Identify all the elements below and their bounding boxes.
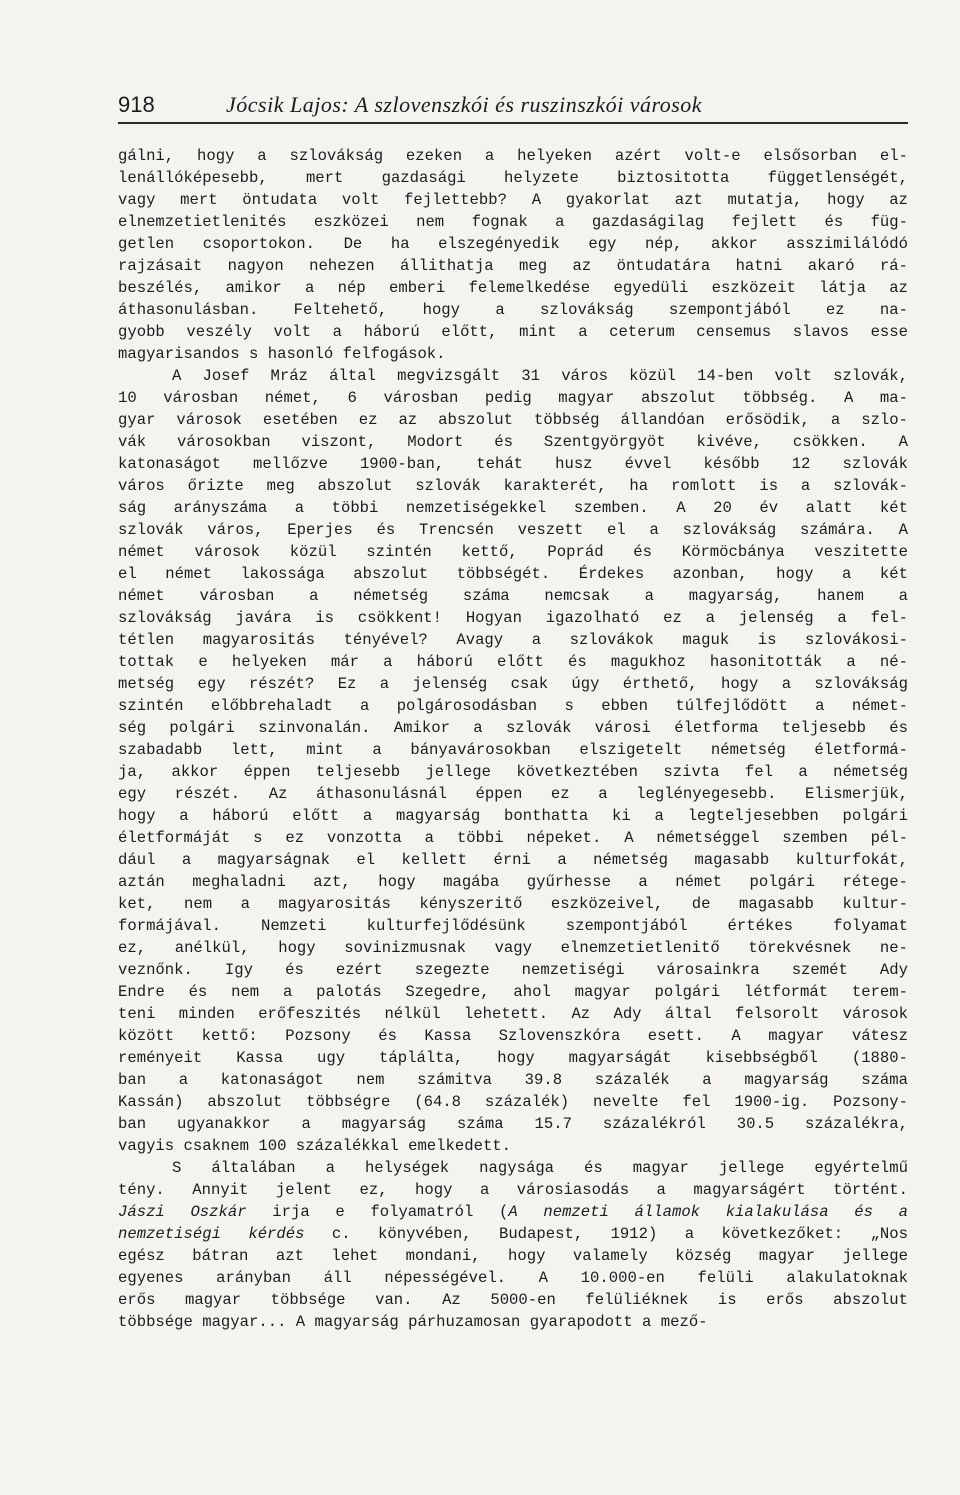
text-line: aztán meghaladni azt, hogy magába gyűrhesse a német polgári rétege- [118,873,908,891]
text-line: vagyis csaknem 100 százalékkal emelkedett. [118,1137,512,1155]
text-line: lenállóképesebb, mert gazdasági helyzete biztositotta függetlenségét, [118,169,908,187]
text-line: magyarisandos s hasonló felfogások. [118,345,446,363]
text-line: többsége magyar... A magyarság párhuzamosan gyarapodott a mező- [118,1313,708,1331]
text-line: ez, anélkül, hogy sovinizmusnak vagy elnemzetietlenitő törekvésnek ne- [118,939,908,957]
text-line: egyenes arányban áll népességével. A 10.000-en felüli alakulatoknak [118,1269,908,1287]
page-header [118,88,908,124]
text-line: rajzásait nagyon nehezen állithatja meg az öntudatára hatni akaró rá- [118,257,908,275]
text-line: ban a katonaságot nem számitva 39.8 százalék a magyarság száma [118,1071,908,1089]
text-line: beszélés, amikor a nép emberi felemelkedése egyedüli eszközeit látja az [118,279,908,297]
text-line: el német lakossága abszolut többségét. Érdekes azonban, hogy a két [118,565,908,583]
text-line: Kassán) abszolut többségre (64.8 százalék) nevelte fel 1900-ig. Pozsony- [118,1093,908,1111]
page-number: 918 [118,92,155,117]
text-line: vák városokban viszont, Modort és Szentgyörgyöt kivéve, csökken. A [118,433,908,451]
text-line: A Josef Mráz által megvizsgált 31 város közül 14-ben volt szlovák, [172,367,908,385]
text-line: vagy mert öntudata volt fejlettebb? A gyakorlat azt mutatja, hogy az [118,191,908,209]
text-line: ság arányszáma a többi nemzetiségekkel szemben. A 20 év alatt két [118,499,908,517]
text-line: szlovák város, Eperjes és Trencsén veszett el a szlovákság számára. A [118,521,908,539]
text-line: tény. Annyit jelent ez, hogy a városiasodás a magyarságért történt. [118,1181,908,1199]
text-line: ja, akkor éppen teljesebb jellege következtében szivta fel a németség [118,763,908,781]
text-line: S általában a helységek nagysága és magyar jellege egyértelmű [172,1159,908,1177]
text-line: hogy a háború előtt a magyarság bonthatta ki a legteljesebben polgári [118,807,908,825]
text-line: gyobb veszély volt a háború előtt, mint a ceterum censemus slavos esse [118,323,908,341]
text-line: 10 városban német, 6 városban pedig magyar abszolut többség. A ma- [118,389,908,407]
text-line: ség polgári szinvonalán. Amikor a szlovák városi életforma teljesebb és [118,719,908,737]
text-line: egész bátran azt lehet mondani, hogy valamely község magyar jellege [118,1247,908,1265]
text-line: német városok közül szintén kettő, Poprád és Körmöcbánya veszitette [118,543,908,561]
text-line: teni minden erőfeszités nélkül lehetett. Az Ady által felsorolt városok [118,1005,908,1023]
text-line: gálni, hogy a szlovákság ezeken a helyeken azért volt-e elsősorban el- [118,147,908,165]
text-line: reményeit Kassa ugy táplálta, hogy magyarságát kisebbségből (1880- [118,1049,908,1067]
text-line: elnemzetietlenités eszközei nem fognak a gazdaságilag fejlett és füg- [118,213,908,231]
text-line: ket, nem a magyarositás kényszeritő eszközeivel, de magasabb kultur- [118,895,908,913]
text-line: szlovákság javára is csökkent! Hogyan igazolható ez a jelenség a fel- [118,609,908,627]
text-line: német városban a németség száma nemcsak a magyarság, hanem a [118,587,908,605]
text-line: szabadabb lett, mint a bányavárosokban elszigetelt németség életformá- [118,741,908,759]
text-line: katonaságot mellőzve 1900-ban, tehát husz évvel később 12 szlovák [118,455,908,473]
text-line: veznőnk. Igy és ezért szegezte nemzetiségi városainkra szemét Ady [118,961,908,979]
body-text [118,145,908,1333]
text-line: erős magyar többsége van. Az 5000-en felüliéknek is erős abszolut [118,1291,908,1309]
running-title: Jócsik Lajos: A szlovenszkói és ruszinszkói városok [226,92,703,117]
text-line: getlen csoportokon. De ha elszegényedik egy nép, akkor asszimilálódó [118,235,908,253]
text-line: dául a magyarságnak el kellett érni a németség magasabb kulturfokát, [118,851,908,869]
text-line: ban ugyanakkor a magyarság száma 15.7 százalékról 30.5 százalékra, [118,1115,908,1133]
text-line: tottak e helyeken már a háború előtt és magukhoz hasonitották a né- [118,653,908,671]
text-line: nemzetiségi kérdés c. könyvében, Budapest, 1912) a következőket: „Nos [118,1225,908,1243]
text-line: egy részét. Az áthasonulásnál éppen ez a leglényegesebb. Elismerjük, [118,785,908,803]
text-line: Endre és nem a palotás Szegedre, ahol magyar polgári létformát terem- [118,983,908,1001]
text-line: Jászi Oszkár irja e folyamatról (A nemzeti államok kialakulása és a [118,1203,908,1221]
text-line: életformáját s ez vonzotta a többi népeket. A németséggel szemben pél- [118,829,908,847]
text-line: tétlen magyarositás tényével? Avagy a szlovákok maguk is szlovákosi- [118,631,908,649]
text-line: áthasonulásban. Feltehető, hogy a szlovákság szempontjából ez na- [118,301,908,319]
text-line: formájával. Nemzeti kulturfejlődésünk szempontjából értékes folyamat [118,917,908,935]
text-line: szintén előbbrehaladt a polgárosodásban s ebben túlfejlődött a német- [118,697,908,715]
text-line: között kettő: Pozsony és Kassa Szlovenszkóra esett. A magyar vátesz [118,1027,908,1045]
text-line: város őrizte meg abszolut szlovák karakterét, ha romlott is a szlovák- [118,477,908,495]
text-line: metség egy részét? Ez a jelenség csak úgy érthető, hogy a szlovákság [118,675,908,693]
text-line: gyar városok esetében ez az abszolut többség állandóan erősödik, a szlo- [118,411,908,429]
